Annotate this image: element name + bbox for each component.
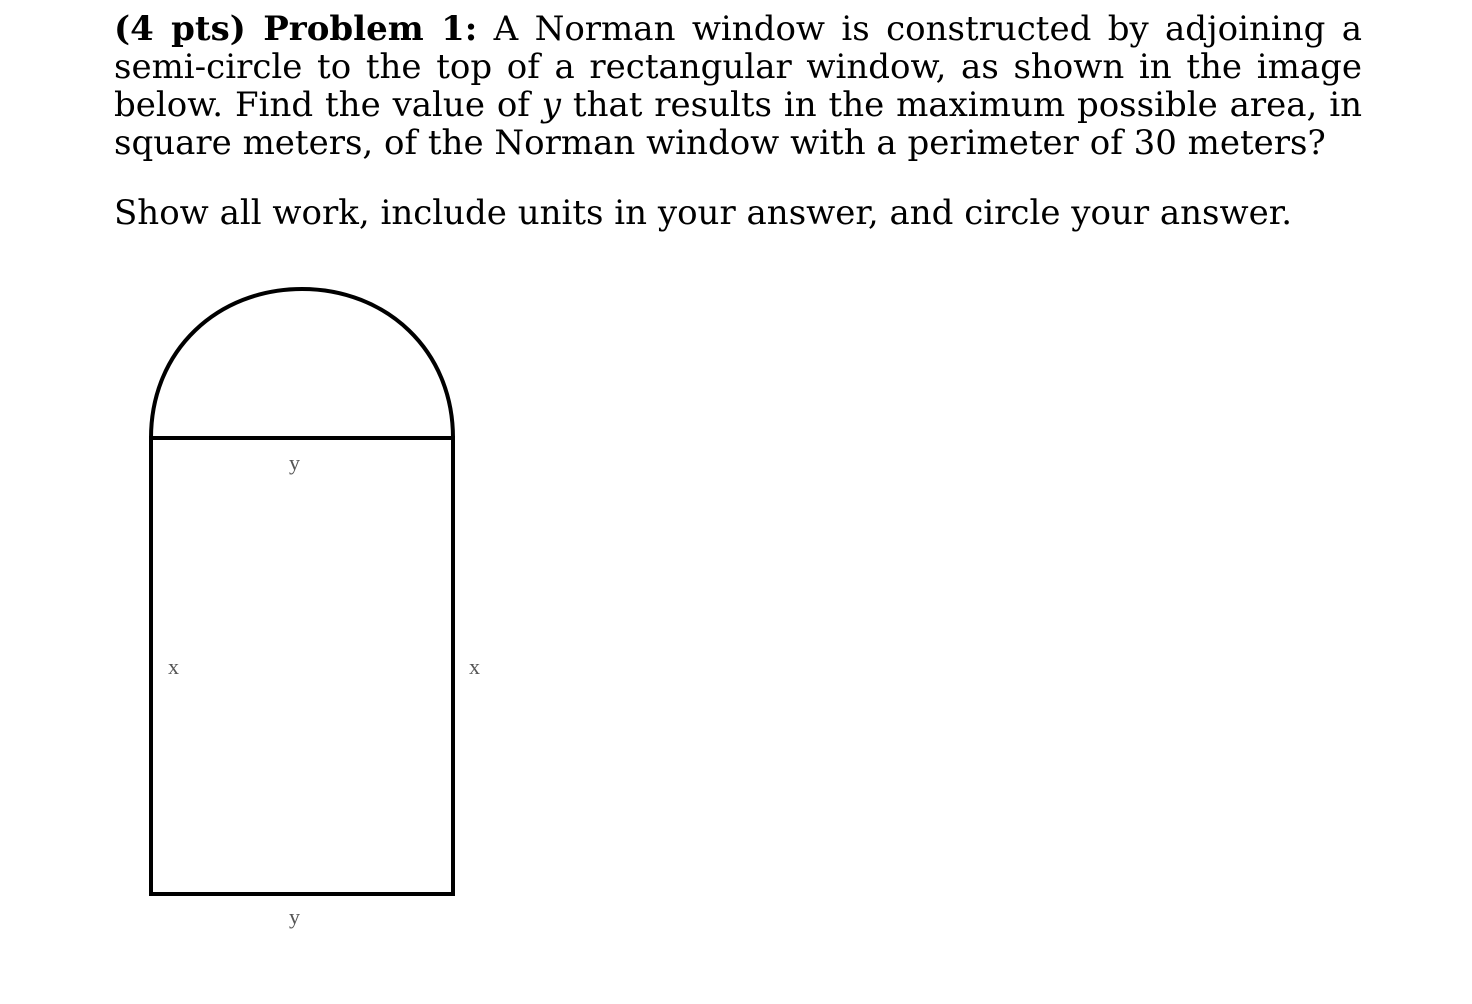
- problem-statement: [114, 10, 1362, 162]
- problem-text-part-1: A Norman window is constructed by adjoining a semi-circle to the top of a rectangular window, as shown in the image below. Find the value of: [114, 9, 1363, 125]
- label-right-side: x: [469, 654, 480, 679]
- problem-heading: (4 pts) Problem 1:: [114, 9, 478, 49]
- label-top-width: y: [289, 450, 300, 475]
- instructions: Show all work, include units in your answer, and circle your answer.: [114, 193, 1293, 233]
- problem-text-part-2: that results in the maximum possible area, in square meters, of the Norman window with a perimeter of 30 meters?: [114, 85, 1362, 163]
- rectangle-body: [151, 438, 453, 894]
- semicircle-top: [151, 289, 453, 438]
- label-bottom-width: y: [289, 904, 300, 929]
- label-left-side: x: [168, 654, 179, 679]
- problem-variable: y: [541, 85, 562, 125]
